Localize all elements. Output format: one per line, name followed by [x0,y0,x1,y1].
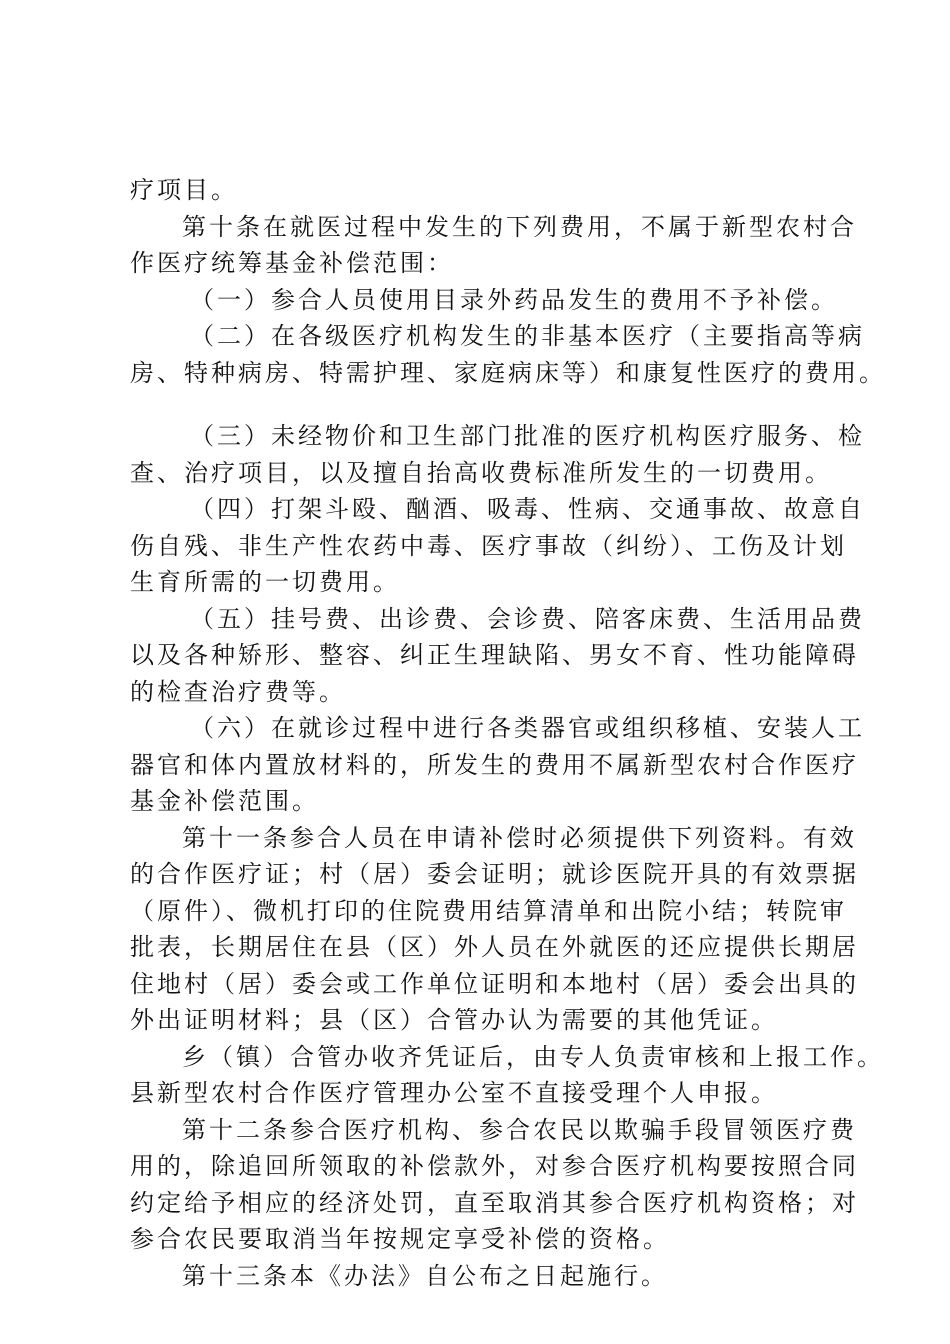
text-line: 县新型农村合作医疗管理办公室不直接受理个人申报。 [130,1079,778,1107]
text-line: 的检查治疗费等。 [130,677,346,706]
text-line: 器官和体内置放材料的，所发生的费用不属新型农村合作医疗 [130,750,859,779]
clause-5: （五）挂号费、出诊费、会诊费、陪客床费、生活用品费 [190,604,865,633]
text-line: 用的，除追回所领取的补偿款外，对参合医疗机构要按照合同 [130,1152,859,1180]
text-line: 疗项目。 [130,176,238,204]
clause-6: （六）在就诊过程中进行各类器官或组织移植、安装人工 [190,714,865,742]
clause-3: （三）未经物价和卫生部门批准的医疗机构医疗服务、检 [190,422,865,450]
text-line: （原件）、微机打印的住院费用结算清单和出院小结；转院审 [130,896,847,925]
article-10-heading: 第十条在就医过程中发生的下列费用，不属于新型农村合 [182,212,857,241]
text-line: 参合农民要取消当年按规定享受补偿的资格。 [130,1225,670,1253]
article-13-heading: 第十三条本《办法》自公布之日起施行。 [182,1261,668,1290]
clause-1: （一）参合人员使用目录外药品发生的费用不予补偿。 [190,285,838,314]
text-line: 查、治疗项目，以及擅自抬高收费标准所发生的一切费用。 [130,458,832,487]
article-12-heading: 第十二条参合医疗机构、参合农民以欺骗手段冒领医疗费 [182,1115,857,1144]
article-11-heading: 第十一条参合人员在申请补偿时必须提供下列资料。有效 [182,823,857,852]
text-line: 生育所需的一切费用。 [130,568,400,596]
text-line: 以及各种矫形、整容、纠正生理缺陷、男女不育、性功能障碍 [130,641,859,669]
text-line: 批表，长期居住在县（区）外人员在外就医的还应提供长期居 [130,933,859,961]
text-line: 作医疗统筹基金补偿范围： [130,249,454,277]
text-line: 房、特种病房、特需护理、家庭病床等）和康复性医疗的费用。 [130,358,886,387]
text-line: 住地村（居）委会或工作单位证明和本地村（居）委会出具的 [130,969,859,998]
township-paragraph: 乡（镇）合管办收齐凭证后，由专人负责审核和上报工作。 [182,1042,884,1071]
text-line: 伤自残、非生产性农药中毒、医疗事故（纠纷）、工伤及计划 [130,531,847,560]
text-line: 的合作医疗证；村（居）委会证明；就诊医院开具的有效票据 [130,860,859,888]
text-line: 约定给予相应的经济处罚，直至取消其参合医疗机构资格；对 [130,1188,859,1217]
document-body [130,172,886,1294]
text-line: 外出证明材料；县（区）合管办认为需要的其他凭证。 [130,1006,778,1034]
text-line: 基金补偿范围。 [130,787,319,815]
clause-4: （四）打架斗殴、酗酒、吸毒、性病、交通事故、故意自 [190,495,865,523]
clause-2: （二）在各级医疗机构发生的非基本医疗（主要指高等病 [190,322,865,350]
paragraph-gap [130,391,850,418]
